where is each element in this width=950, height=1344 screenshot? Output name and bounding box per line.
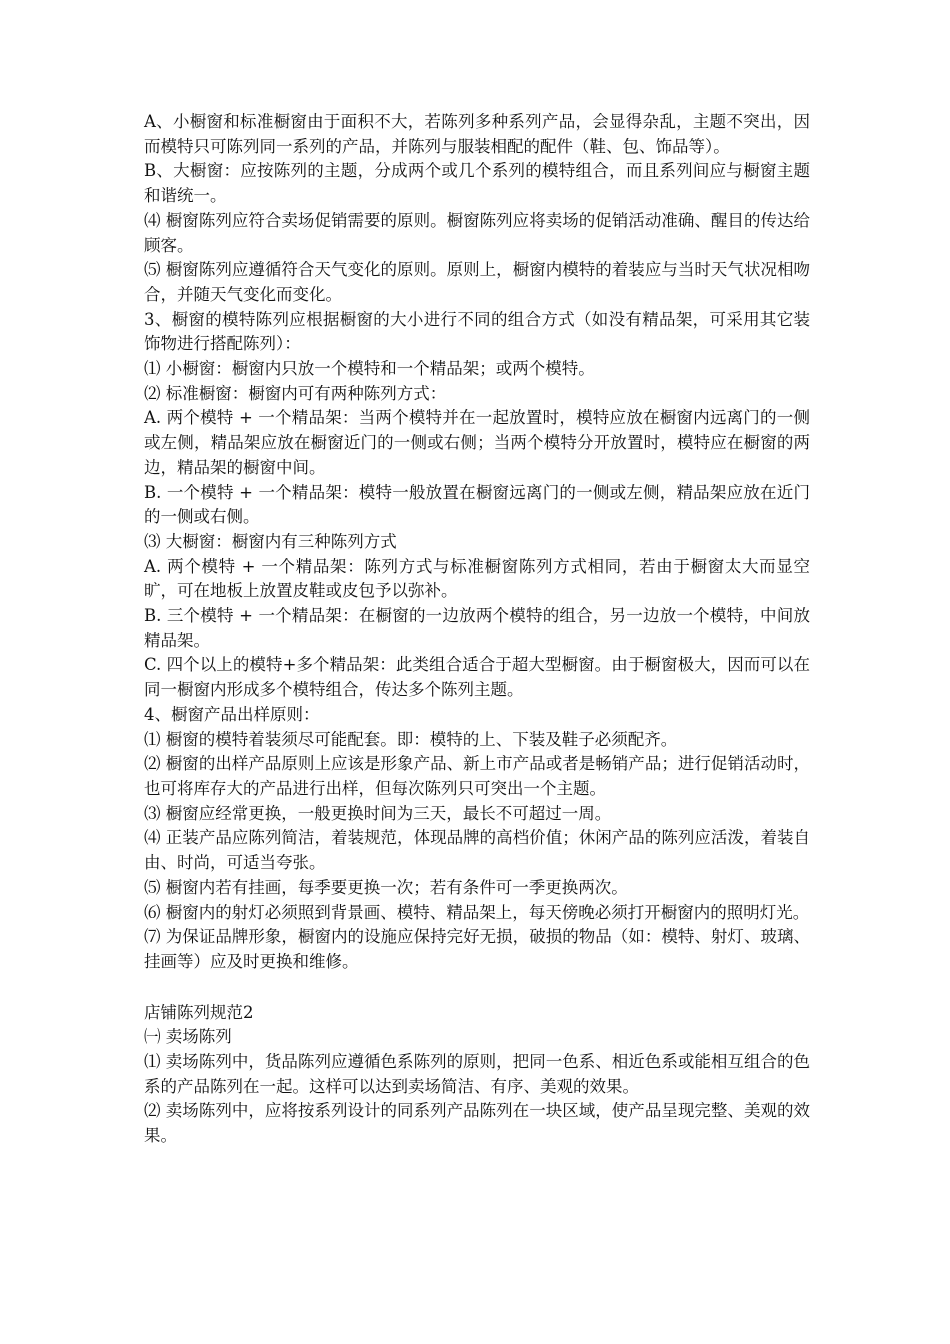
paragraph: ⑵ 卖场陈列中，应将按系列设计的同系列产品陈列在一块区域，使产品呈现完整、美观的效果。 [144,1101,810,1146]
paragraph: ⑴ 卖场陈列中，货品陈列应遵循色系陈列的原则，把同一色系、相近色系或能相互组合的色系的产品陈列在一起。这样可以达到卖场简洁、有序、美观的效果。 [144,1052,810,1096]
section-subtitle: ㈠ 卖场陈列 [144,1027,232,1047]
paragraph: C. 四个以上的模特+多个精品架：此类组合适合于超大型橱窗。由于橱窗极大，因而可以在同一橱窗内形成多个模特组合，传达多个陈列主题。 [144,655,810,700]
paragraph: ⑵ 标准橱窗：橱窗内可有两种陈列方式： [144,383,447,403]
paragraph: ⑴ 小橱窗：橱窗内只放一个模特和一个精品架；或两个模特。 [144,359,595,379]
paragraph: ⑴ 橱窗的模特着装须尽可能配套。即：模特的上、下装及鞋子必须配齐。 [144,729,678,749]
paragraph: ⑺ 为保证品牌形象，橱窗内的设施应保持完好无损，破损的物品（如：模特、射灯、玻璃、挂画等）应及时更换和维修。 [144,927,810,971]
paragraph: A. 两个模特 + 一个精品架：陈列方式与标准橱窗陈列方式相同，若由于橱窗太大而显空旷，可在地板上放置皮鞋或皮包予以弥补。 [144,556,810,601]
paragraph: B. 一个模特 + 一个精品架：模特一般放置在橱窗远离门的一侧或左侧，精品架应放在近门的一侧或右侧。 [144,482,810,527]
document-body [144,110,810,1149]
paragraph: ⑵ 橱窗的出样产品原则上应该是形象产品、新上市产品或者是畅销产品；进行促销活动时，也可将库存大的产品进行出样，但每次陈列只可突出一个主题。 [144,754,810,798]
paragraph: ⑶ 大橱窗：橱窗内有三种陈列方式 [144,531,397,551]
section-spacer [144,975,810,1001]
paragraph: B. 三个模特 + 一个精品架：在橱窗的一边放两个模特的组合，另一边放一个模特，中间放精品架。 [144,606,810,650]
paragraph: ⑸ 橱窗内若有挂画，每季要更换一次；若有条件可一季更换两次。 [144,877,628,897]
paragraph: A、小橱窗和标准橱窗由于面积不大，若陈列多种系列产品，会显得杂乱，主题不突出，因而模特只可陈列同一系列的产品，并陈列与服装相配的配件（鞋、包、饰品等）。 [144,112,810,156]
paragraph: 3、橱窗的模特陈列应根据橱窗的大小进行不同的组合方式（如没有精品架，可采用其它装饰物进行搭配陈列）： [144,309,810,354]
paragraph: ⑷ 正装产品应陈列简洁，着装规范，体现品牌的高档价值；休闲产品的陈列应活泼，着装自由、时尚，可适当夸张。 [144,828,810,873]
section-title: 店铺陈列规范2 [144,1002,254,1022]
paragraph: ⑶ 橱窗应经常更换，一般更换时间为三天，最长不可超过一周。 [144,803,612,823]
paragraph: 4、橱窗产品出样原则： [144,704,320,724]
paragraph: B、大橱窗：应按陈列的主题，分成两个或几个系列的模特组合，而且系列间应与橱窗主题和谐统一。 [144,161,810,206]
paragraph: ⑸ 橱窗陈列应遵循符合天气变化的原则。原则上，橱窗内模特的着装应与当时天气状况相吻合，并随天气变化而变化。 [144,260,810,304]
paragraph: ⑷ 橱窗陈列应符合卖场促销需要的原则。橱窗陈列应将卖场的促销活动准确、醒目的传达给顾客。 [144,210,810,255]
paragraph: ⑹ 橱窗内的射灯必须照到背景画、模特、精品架上，每天傍晚必须打开橱窗内的照明灯光。 [144,902,810,922]
paragraph: A. 两个模特 + 一个精品架：当两个模特并在一起放置时，模特应放在橱窗内远离门的一侧或左侧，精品架应放在橱窗近门的一侧或右侧；当两个模特分开放置时，模特应在橱窗的两边，精品架的橱窗中间。 [144,408,810,477]
